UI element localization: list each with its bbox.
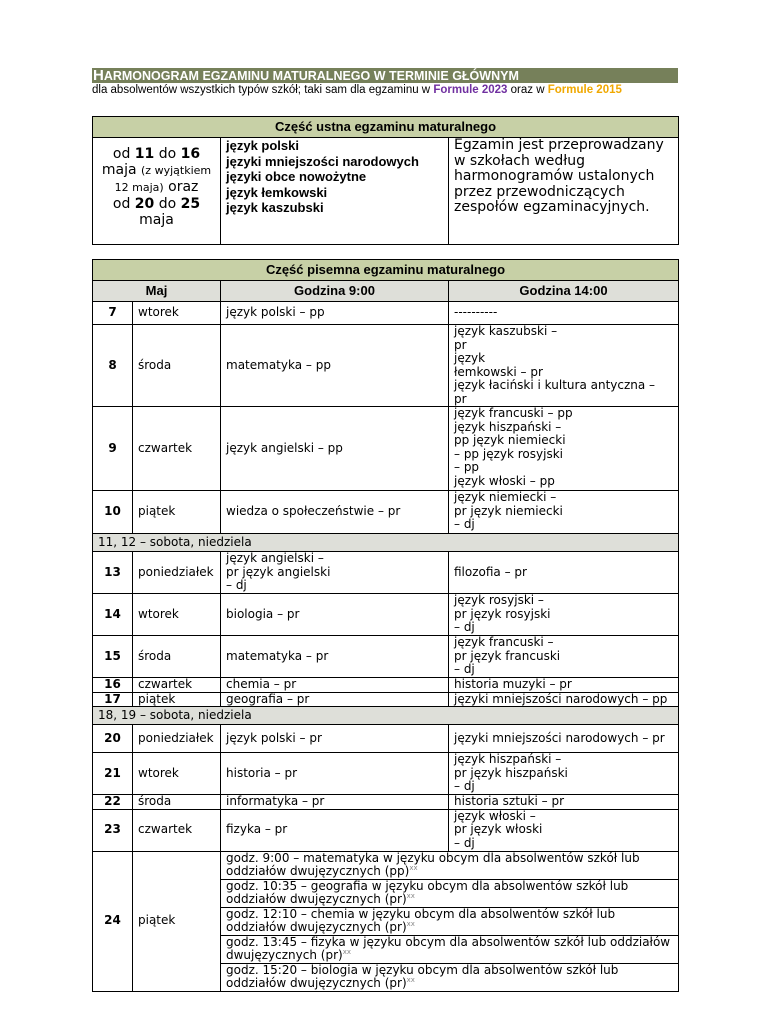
afternoon-exam	[449, 325, 679, 407]
foreign-language-exam-item	[221, 851, 679, 879]
afternoon-exam-line: język	[454, 351, 486, 365]
afternoon-exam-line: język hiszpański –	[454, 752, 562, 766]
exam-day-row	[93, 753, 679, 795]
morning-exam	[221, 725, 449, 753]
foreign-language-exam-text: godz. 9:00 – matematyka w języku obcym dla absolwentów szkół lub oddziałów dwujęzycznych (pp)	[226, 850, 640, 878]
day-number: 21	[93, 753, 133, 795]
foreign-language-exam-text: godz. 10:35 – geografia w języku obcym dla absolwentów szkół lub oddziałów dwujęzycznych (pr)	[226, 878, 629, 906]
afternoon-exam-text: ----------	[454, 305, 498, 320]
morning-exam-text: język polski – pr	[226, 730, 322, 745]
formula-2015-label: Formule 2015	[547, 84, 622, 96]
morning-exam-text: wiedza o społeczeństwie – pr	[226, 504, 401, 519]
afternoon-exam	[449, 491, 679, 534]
exam-day-row	[93, 678, 679, 693]
day-number: 20	[93, 725, 133, 753]
morning-exam	[221, 407, 449, 491]
formula-2023-label: Formule 2023	[433, 84, 508, 96]
afternoon-exam	[449, 753, 679, 795]
day-number: 13	[93, 552, 133, 594]
weekday-name: piątek	[133, 692, 221, 707]
day-number: 22	[93, 795, 133, 810]
afternoon-exam	[449, 678, 679, 693]
exam-day-row	[93, 636, 679, 678]
foreign-language-exam-item	[221, 879, 679, 907]
morning-exam-text: biologia – pr	[226, 606, 300, 621]
afternoon-exam-line: pr język niemiecki	[454, 503, 563, 518]
day-number: 16	[93, 678, 133, 693]
day-number: 15	[93, 636, 133, 678]
column-header-14: Godzina 14:00	[449, 281, 679, 302]
morning-exam	[221, 552, 449, 594]
exam-day-row	[93, 594, 679, 636]
afternoon-exam-line: – pp	[454, 460, 480, 474]
oral-section-header: Część ustna egzaminu maturalnego	[93, 117, 679, 138]
afternoon-exam-line: – dj	[454, 662, 475, 676]
morning-exam	[221, 302, 449, 325]
foreign-language-exam-item	[221, 907, 679, 935]
afternoon-exam-text: historia sztuki – pr	[454, 794, 564, 808]
afternoon-exam-line: język włoski –	[454, 808, 536, 823]
morning-exam-text: fizyka – pr	[226, 822, 288, 837]
oral-note: Egzamin jest przeprowadzany w szkołach według harmonogramów ustalonych przez przewodniczących zespołów egzaminacyjnych.	[449, 138, 679, 245]
foreign-language-exam-item	[221, 963, 679, 991]
morning-exam-text: język angielski – pp	[226, 440, 343, 455]
afternoon-exam	[449, 407, 679, 491]
weekday-name: środa	[133, 795, 221, 810]
day-number: 14	[93, 594, 133, 636]
day-number: 24	[93, 851, 133, 991]
morning-exam	[221, 325, 449, 407]
foreign-language-exam-text: godz. 13:45 – fizyka w języku obcym dla absolwentów szkół lub oddziałów dwujęzycznych (pr)	[226, 934, 671, 962]
afternoon-exam-line: – dj	[454, 835, 475, 850]
weekday-name: poniedziałek	[133, 552, 221, 594]
footnote-marker: xx	[342, 948, 351, 956]
weekday-name: wtorek	[133, 594, 221, 636]
column-header-month: Maj	[93, 281, 221, 302]
afternoon-exam-line: język łaciński i kultura antyczna –	[454, 378, 656, 392]
exam-day-row	[93, 809, 679, 851]
title-initial: H	[93, 67, 104, 84]
day-number: 9	[93, 407, 133, 491]
afternoon-exam	[449, 795, 679, 810]
morning-exam	[221, 809, 449, 851]
afternoon-exam	[449, 594, 679, 636]
afternoon-exam	[449, 636, 679, 678]
weekend-label: 18, 19 – sobota, niedziela	[93, 707, 679, 725]
document-subtitle	[92, 84, 678, 96]
morning-exam-line: – dj	[226, 578, 247, 592]
morning-exam	[221, 692, 449, 707]
afternoon-exam	[449, 725, 679, 753]
weekday-name: wtorek	[133, 302, 221, 325]
weekday-name: czwartek	[133, 407, 221, 491]
oral-subjects	[221, 138, 449, 245]
column-header-9: Godzina 9:00	[221, 281, 449, 302]
exam-day-row	[93, 407, 679, 491]
afternoon-exam-line: pr język francuski	[454, 648, 561, 663]
weekday-name: środa	[133, 325, 221, 407]
afternoon-exam-line: – dj	[454, 620, 475, 634]
afternoon-exam-line: język hiszpański –	[454, 419, 562, 434]
afternoon-exam-line: język rosyjski –	[454, 593, 544, 607]
afternoon-exam-line: łemkowski – pr	[454, 364, 543, 379]
afternoon-exam-line: pr język włoski	[454, 822, 543, 836]
weekday-name: wtorek	[133, 753, 221, 795]
oral-subject-item: język polski	[226, 138, 299, 153]
day-number: 10	[93, 491, 133, 534]
morning-exam-text: język polski – pp	[226, 305, 325, 320]
foreign-language-exam-text: godz. 12:10 – chemia w języku obcym dla absolwentów szkół lub oddziałów dwujęzycznych (pr)	[226, 906, 616, 934]
afternoon-exam-line: język francuski –	[454, 635, 554, 649]
weekday-name: środa	[133, 636, 221, 678]
afternoon-exam-text: języki mniejszości narodowych – pr	[454, 730, 665, 745]
morning-exam-line: pr język angielski	[226, 564, 331, 579]
afternoon-exam-line: język niemiecki –	[454, 490, 557, 504]
morning-exam-text: chemia – pr	[226, 677, 297, 691]
weekday-name: czwartek	[133, 678, 221, 693]
morning-exam	[221, 491, 449, 534]
weekday-name: piątek	[133, 851, 221, 991]
subtitle-text: dla absolwentów wszystkich typów szkół; taki sam dla egzaminu w	[92, 84, 434, 96]
exam-day-row	[93, 692, 679, 707]
weekend-row	[93, 534, 679, 552]
morning-exam-text: informatyka – pr	[226, 794, 325, 808]
afternoon-exam	[449, 552, 679, 594]
oral-subject-item: język łemkowski	[226, 184, 328, 200]
weekend-row	[93, 707, 679, 725]
weekday-name: poniedziałek	[133, 725, 221, 753]
afternoon-exam-line: pr język hiszpański	[454, 765, 568, 780]
exam-day-row	[93, 302, 679, 325]
oral-dates: od 11 do 16 maja (z wyjątkiem 12 maja) oraz od 20 do 25 maja	[93, 138, 221, 245]
exam-day-row	[93, 325, 679, 407]
morning-exam	[221, 753, 449, 795]
exam-day-row	[93, 795, 679, 810]
oral-subject-item: języki obce nowożytne	[226, 169, 367, 184]
morning-exam-text: historia – pr	[226, 765, 298, 780]
exam-day-row	[93, 552, 679, 594]
weekend-label: 11, 12 – sobota, niedziela	[93, 534, 679, 552]
afternoon-exam	[449, 809, 679, 851]
afternoon-exam-line: język włoski – pp	[454, 473, 555, 488]
footnote-marker: xx	[406, 892, 415, 900]
morning-exam-text: geografia – pr	[226, 691, 310, 706]
footnote-marker: xx	[406, 920, 415, 928]
afternoon-exam-line: – dj	[454, 779, 475, 793]
written-exam-table	[92, 259, 679, 992]
written-section-header: Część pisemna egzaminu maturalnego	[93, 260, 679, 281]
afternoon-exam-text: filozofia – pr	[454, 564, 527, 579]
oral-subject-item: języki mniejszości narodowych	[226, 153, 419, 169]
morning-exam-text: matematyka – pr	[226, 648, 329, 663]
weekday-name: czwartek	[133, 809, 221, 851]
afternoon-exam-text: historia muzyki – pr	[454, 677, 572, 691]
exam-day-row	[93, 725, 679, 753]
day-number: 23	[93, 809, 133, 851]
oral-exam-table	[92, 116, 679, 245]
subtitle-mid-text: oraz w	[507, 84, 548, 96]
oral-subject-item: język kaszubski	[226, 200, 324, 215]
afternoon-exam	[449, 302, 679, 325]
morning-exam-text: matematyka – pp	[226, 357, 331, 372]
footnote-marker: xx	[409, 864, 418, 872]
morning-exam	[221, 636, 449, 678]
morning-exam	[221, 795, 449, 810]
footnote-marker: xx	[406, 976, 415, 984]
foreign-language-exam-text: godz. 15:20 – biologia w języku obcym dla absolwentów szkół lub oddziałów dwujęzycznych (pr)	[226, 962, 619, 990]
afternoon-exam-line: pr	[454, 337, 467, 352]
day-number: 8	[93, 325, 133, 407]
morning-exam	[221, 594, 449, 636]
afternoon-exam-line: pp język niemiecki	[454, 433, 566, 447]
afternoon-exam-line: – dj	[454, 517, 475, 531]
afternoon-exam-line: pr	[454, 391, 467, 406]
foreign-language-exam-row	[93, 851, 679, 879]
morning-exam	[221, 678, 449, 693]
afternoon-exam-text: języki mniejszości narodowych – pp	[454, 691, 668, 706]
afternoon-exam	[449, 692, 679, 707]
day-number: 7	[93, 302, 133, 325]
afternoon-exam-line: język francuski – pp	[454, 406, 573, 420]
afternoon-exam-line: – pp język rosyjski	[454, 446, 563, 461]
day-number: 17	[93, 692, 133, 707]
morning-exam-line: język angielski –	[226, 551, 324, 565]
weekday-name: piątek	[133, 491, 221, 534]
exam-day-row	[93, 491, 679, 534]
afternoon-exam-line: pr język rosyjski	[454, 606, 551, 621]
foreign-language-exam-item	[221, 935, 679, 963]
title-text: ARMONOGRAM EGZAMINU MATURALNEGO W TERMINIE GŁÓWNYM	[103, 69, 519, 83]
document-title	[92, 68, 678, 83]
document-page	[92, 68, 678, 992]
afternoon-exam-line: język kaszubski –	[454, 324, 558, 338]
